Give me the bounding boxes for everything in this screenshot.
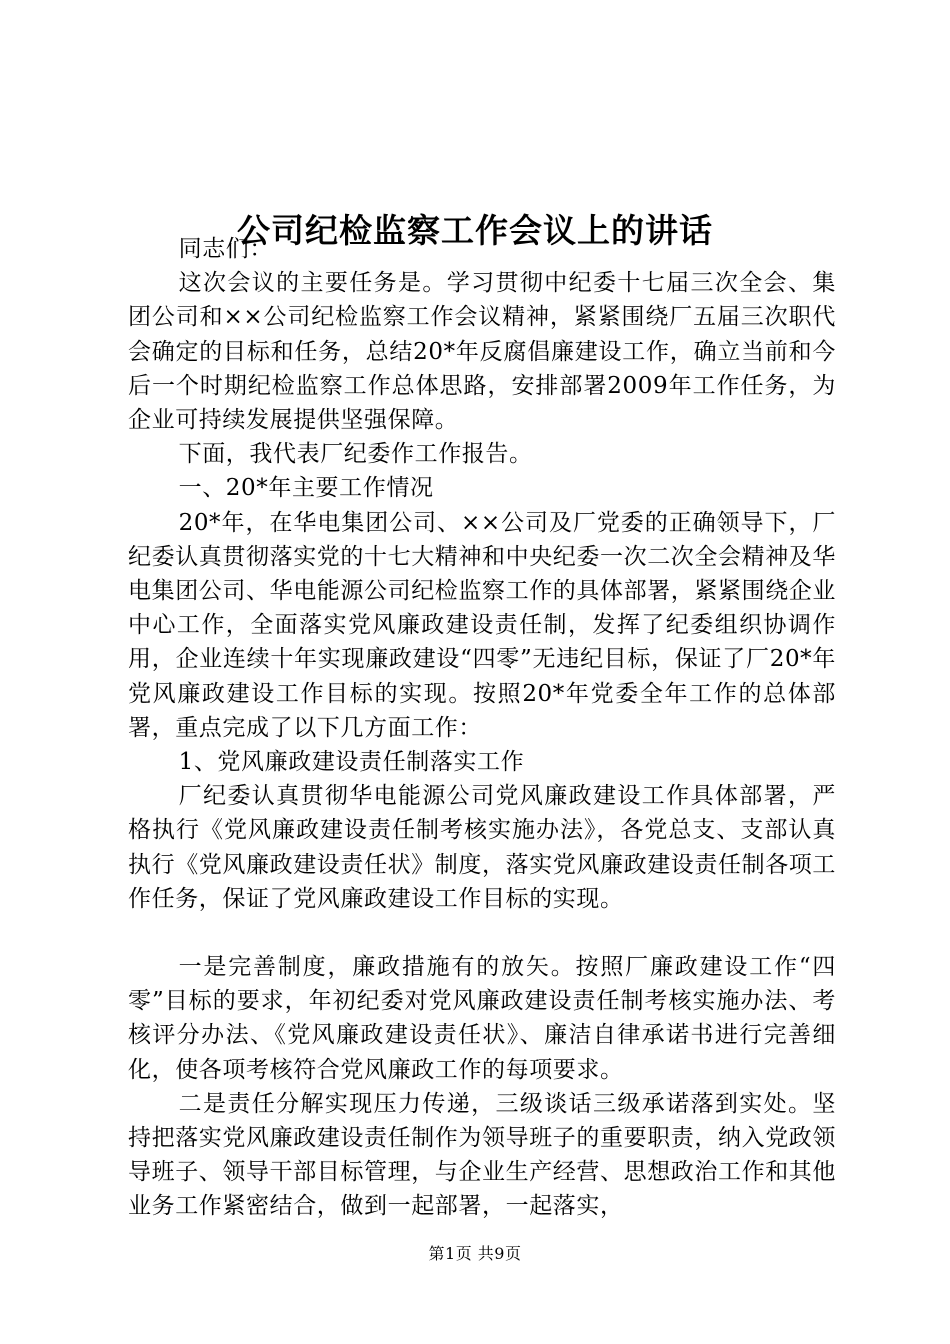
subsection-heading-1: 1、党风廉政建设责任制落实工作 bbox=[178, 749, 525, 776]
section-heading-1: 一、20*年主要工作情况 bbox=[178, 475, 434, 502]
paragraph-meeting-tasks: 这次会议的主要任务是。学习贯彻中纪委十七届三次全会、集团公司和××公司纪检监察工作会议精神，紧紧围绕厂五届三次职代会确定的目标和任务，总结20*年反腐倡廉建设工作，确立当前和今后一个时期纪检监察工作总体思路，安排部署2009年工作任务，为企业可持续发展提供坚强保障。 bbox=[128, 270, 836, 434]
paragraph-point-one: 一是完善制度，廉政措施有的放矢。按照厂廉政建设工作“四零”目标的要求，年初纪委对党风廉政建设责任制考核实施办法、考核评分办法、《党风廉政建设责任状》、廉洁自律承诺书进行完善细化，使各项考核符合党风廉政工作的每项要求。 bbox=[128, 954, 836, 1083]
document-body bbox=[128, 232, 836, 1224]
paragraph-point-two: 二是责任分解实现压力传递，三级谈话三级承诺落到实处。坚持把落实党风廉政建设责任制作为领导班子的重要职责，纳入党政领导班子、领导干部目标管理，与企业生产经营、思想政治工作和其他业务工作紧密结合，做到一起部署，一起落实， bbox=[128, 1090, 836, 1220]
paragraph-annual-summary: 20*年，在华电集团公司、××公司及厂党委的正确领导下，厂纪委认真贯彻落实党的十七大精神和中央纪委一次二次全会精神及华电集团公司、华电能源公司纪检监察工作的具体部署，紧紧围绕企业中心工作，全面落实党风廉政建设责任制，发挥了纪委组织协调作用，企业连续十年实现廉政建设“四零”无违纪目标，保证了厂20*年党风廉政建设工作目标的实现。按照20*年党委全年工作的总体部署，重点完成了以下几方面工作： bbox=[128, 509, 836, 741]
paragraph-responsibility-system: 厂纪委认真贯彻华电能源公司党风廉政建设工作具体部署，严格执行《党风廉政建设责任制考核实施办法》，各党总支、支部认真执行《党风廉政建设责任状》制度，落实党风廉政建设责任制各项工作任务，保证了党风廉政建设工作目标的实现。 bbox=[128, 783, 836, 912]
page-footer: 第1页 共9页 bbox=[428, 1244, 522, 1263]
paragraph-report-intro: 下面，我代表厂纪委作工作报告。 bbox=[178, 441, 533, 468]
document-title: 公司纪检监察工作会议上的讲话 bbox=[237, 211, 713, 251]
salutation: 同志们： bbox=[178, 236, 273, 262]
